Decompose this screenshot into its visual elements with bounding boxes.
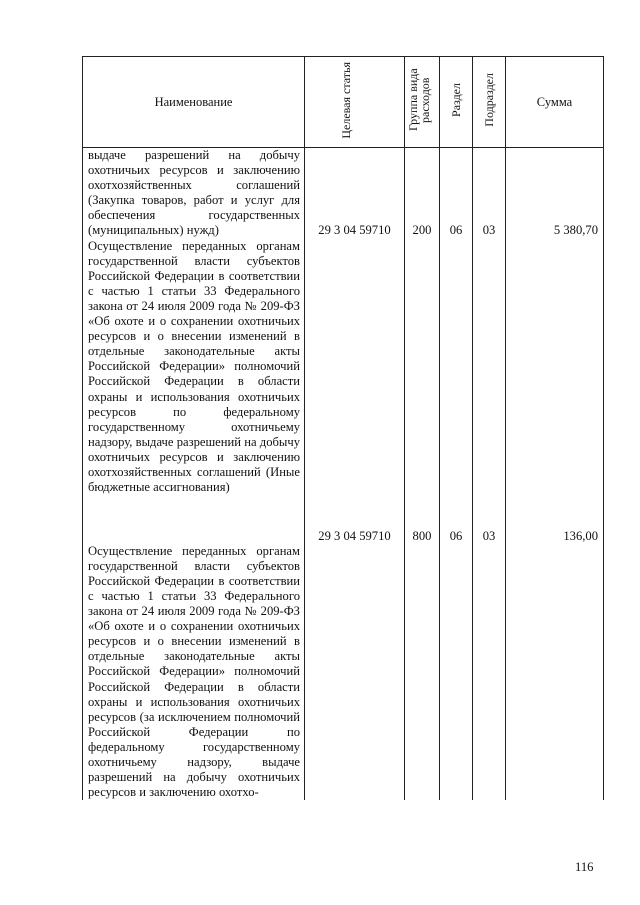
- header-subsection: Подраздел: [473, 57, 506, 148]
- header-sum: Сумма: [506, 57, 604, 148]
- header-expense-group: Группа вида расходов: [405, 57, 440, 148]
- row-subsection: [473, 544, 506, 801]
- table-header-row: [83, 57, 604, 148]
- row-target-article: 29 3 04 59710: [305, 148, 405, 239]
- row-name-cell: [83, 544, 305, 801]
- row-sum: 5 380,70: [506, 148, 604, 239]
- page-number: 116: [575, 860, 594, 874]
- row-text: Осуществление переданных органам государственной власти субъектов Российской Федерации в соответствии с частью 1 статьи 33 Федерального закона от 24 июля 2009 года № 209-ФЗ «Об охоте и о сохранении охотничьих ресурсов и о внесении изменений в отдельные законодательные акты Российской Федерации» полномочий Российской Федерации в области охраны и использования охотничьих ресурсов по федеральному государственному охотничьему надзору, выдаче разрешений на добычу охотничьих ресурсов и заключению охотхозяйственных соглашений (Иные бюджетные ассигнования): [88, 238, 300, 495]
- budget-table: [82, 56, 604, 800]
- header-section: Раздел: [440, 57, 473, 148]
- header-name: Наименование: [83, 57, 305, 148]
- row-target-article: 29 3 04 59710: [305, 239, 405, 544]
- row-target-article: [305, 544, 405, 801]
- row-section: 06: [440, 148, 473, 239]
- row-sum: 136,00: [506, 239, 604, 544]
- row-expense-group: [405, 544, 440, 801]
- row-expense-group: 800: [405, 239, 440, 544]
- row-name-cell: [83, 239, 305, 544]
- row-subsection: 03: [473, 239, 506, 544]
- row-expense-group: 200: [405, 148, 440, 239]
- row-subsection: 03: [473, 148, 506, 239]
- row-sum: [506, 544, 604, 801]
- row-text: Осуществление переданных органам государственной власти субъектов Российской Федерации в соответствии с частью 1 статьи 33 Федерального закона от 24 июля 2009 года № 209-ФЗ «Об охоте и о сохранении охотничьих ресурсов и о внесении изменений в отдельные законодательные акты Российской Федерации» полномочий Российской Федерации в области охраны и использования охотничьих ресурсов (за исключением полномочий Российской Федерации по федеральному государственному охотничьему надзору, выдаче разрешений на добычу охотничьих ресурсов и заключению охотхо-: [88, 543, 300, 800]
- table-row: [83, 148, 604, 239]
- row-section: 06: [440, 239, 473, 544]
- row-section: [440, 544, 473, 801]
- table-row: [83, 239, 604, 544]
- row-name-cell: [83, 148, 305, 239]
- header-target-article: Целевая статья: [305, 57, 405, 148]
- table-row: [83, 544, 604, 801]
- row-text: выдаче разрешений на добычу охотничьих ресурсов и заключению охотхозяйственных соглашений (Закупка товаров, работ и услуг для обеспечения государственных (муниципальных) нужд): [88, 148, 300, 238]
